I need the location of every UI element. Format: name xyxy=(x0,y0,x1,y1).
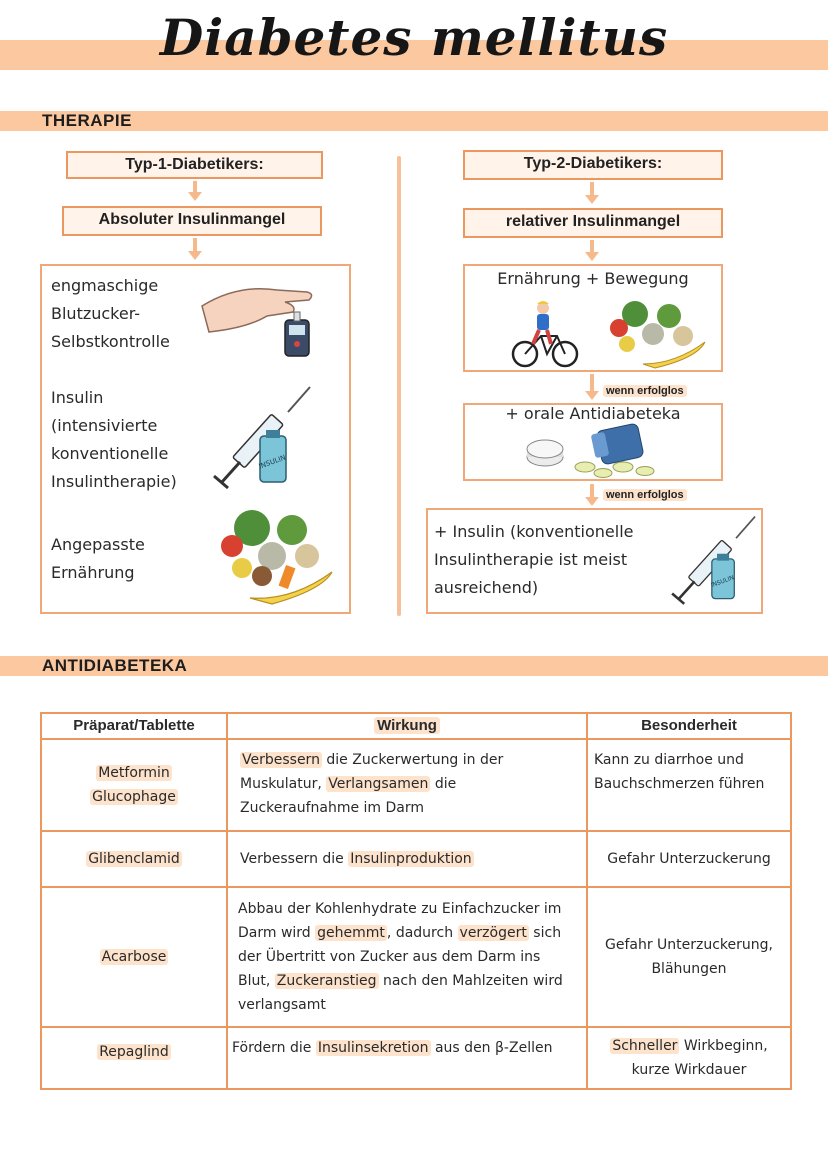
page-title: Diabetes mellitus xyxy=(159,8,669,67)
svg-text:INSULIN: INSULIN xyxy=(709,574,736,590)
highlighted-text: verzögert xyxy=(459,925,527,941)
drug-cell: Acarbose xyxy=(41,887,227,1027)
typ2-step2-box xyxy=(463,403,723,481)
typ2-header: Typ-2-Diabetikers: xyxy=(463,150,723,180)
step1-text: Ernährung + Bewegung xyxy=(497,269,689,288)
highlighted-text: Insulinsekretion xyxy=(317,1040,429,1056)
note-wenn-erfolglos: wenn erfolglos xyxy=(603,489,687,501)
vegetables-icon xyxy=(605,298,710,370)
text-segment: sich der Übertritt von Zucker aus dem Darm ins Blut, xyxy=(238,925,562,989)
insulin-syringe-icon xyxy=(668,514,760,609)
col-header-besonderheit: Besonderheit xyxy=(587,713,791,739)
table-row xyxy=(41,739,791,831)
item-insulin: Insulin (intensivierte konventionelle Insulintherapie) xyxy=(51,388,177,491)
note-cell: Gefahr Unterzuckerung, Blähungen xyxy=(587,887,791,1027)
highlighted-text: Schneller xyxy=(612,1038,678,1054)
antidiabetika-heading: ANTIDIABETEKA xyxy=(42,656,188,675)
text-segment: die Zuckeraufnahme im Darm xyxy=(240,776,457,816)
vegetables-icon xyxy=(212,506,337,606)
text-segment: nach den Mahlzeiten wird verlangsamt xyxy=(238,973,563,1013)
typ2-step3-box xyxy=(426,508,763,614)
text-segment: Wirkbeginn, kurze Wirkdauer xyxy=(631,1038,768,1078)
text-segment: Verbessern die xyxy=(240,851,349,867)
highlighted-text: gehemmt xyxy=(317,925,385,941)
cyclist-icon xyxy=(511,300,579,370)
note-wenn-erfolglos: wenn erfolglos xyxy=(603,385,687,397)
note-cell: Kann zu diarrhoe und Bauchschmerzen führen xyxy=(587,739,791,831)
typ2-subheader: relativer Insulinmangel xyxy=(463,208,723,238)
text-segment: Abbau der Kohlenhydrate zu Einfachzucker im Darm wird xyxy=(238,901,562,941)
highlighted-text: Verbessern xyxy=(242,752,320,768)
svg-text:INSULIN: INSULIN xyxy=(257,453,287,471)
drug-cell: Glibenclamid xyxy=(41,831,227,887)
table-row xyxy=(41,887,791,1027)
col-header-praeparat: Präparat/Tablette xyxy=(41,713,227,739)
effect-cell xyxy=(227,739,587,831)
drug-cell: Repaglind xyxy=(41,1027,227,1089)
typ1-therapy-box xyxy=(40,264,351,614)
typ1-subheader: Absoluter Insulinmangel xyxy=(62,206,322,236)
antidiabetika-table xyxy=(40,712,792,1090)
step2-text: + orale Antidiabeteka xyxy=(505,404,681,423)
insulin-syringe-icon xyxy=(210,384,315,494)
text-segment: die Zuckerwertung in der Muskulatur, xyxy=(240,752,504,792)
note-cell xyxy=(587,1027,791,1089)
text-segment: Fördern die xyxy=(232,1040,316,1056)
drug-cell: Metformin Glucophage xyxy=(41,739,227,831)
highlighted-text: Insulinproduktion xyxy=(350,851,472,867)
text-segment: aus den β-Zellen xyxy=(430,1040,553,1056)
item-ernaehrung: Angepasste Ernährung xyxy=(51,535,145,582)
item-selbstkontrolle: engmaschige Blutzucker- Selbstkontrolle xyxy=(51,276,170,351)
table-row xyxy=(41,831,791,887)
table-header-row xyxy=(41,713,791,739)
glucose-meter-icon xyxy=(197,276,322,361)
typ2-step1-box xyxy=(463,264,723,372)
text-segment: , dadurch xyxy=(386,925,458,941)
pills-icon xyxy=(523,423,673,479)
step3-text: + Insulin (konventionelle Insulintherapie ist meist ausreichend) xyxy=(434,522,634,597)
effect-cell xyxy=(227,887,587,1027)
note-cell: Gefahr Unterzuckerung xyxy=(587,831,791,887)
highlighted-text: Verlangsamen xyxy=(328,776,429,792)
col-header-wirkung: Wirkung xyxy=(227,713,587,739)
effect-cell xyxy=(227,1027,587,1089)
typ1-header: Typ-1-Diabetikers: xyxy=(66,151,323,179)
therapie-heading: THERAPIE xyxy=(42,111,132,130)
highlighted-text: Zuckeranstieg xyxy=(276,973,377,989)
effect-cell xyxy=(227,831,587,887)
column-divider xyxy=(397,156,401,616)
table-row xyxy=(41,1027,791,1089)
